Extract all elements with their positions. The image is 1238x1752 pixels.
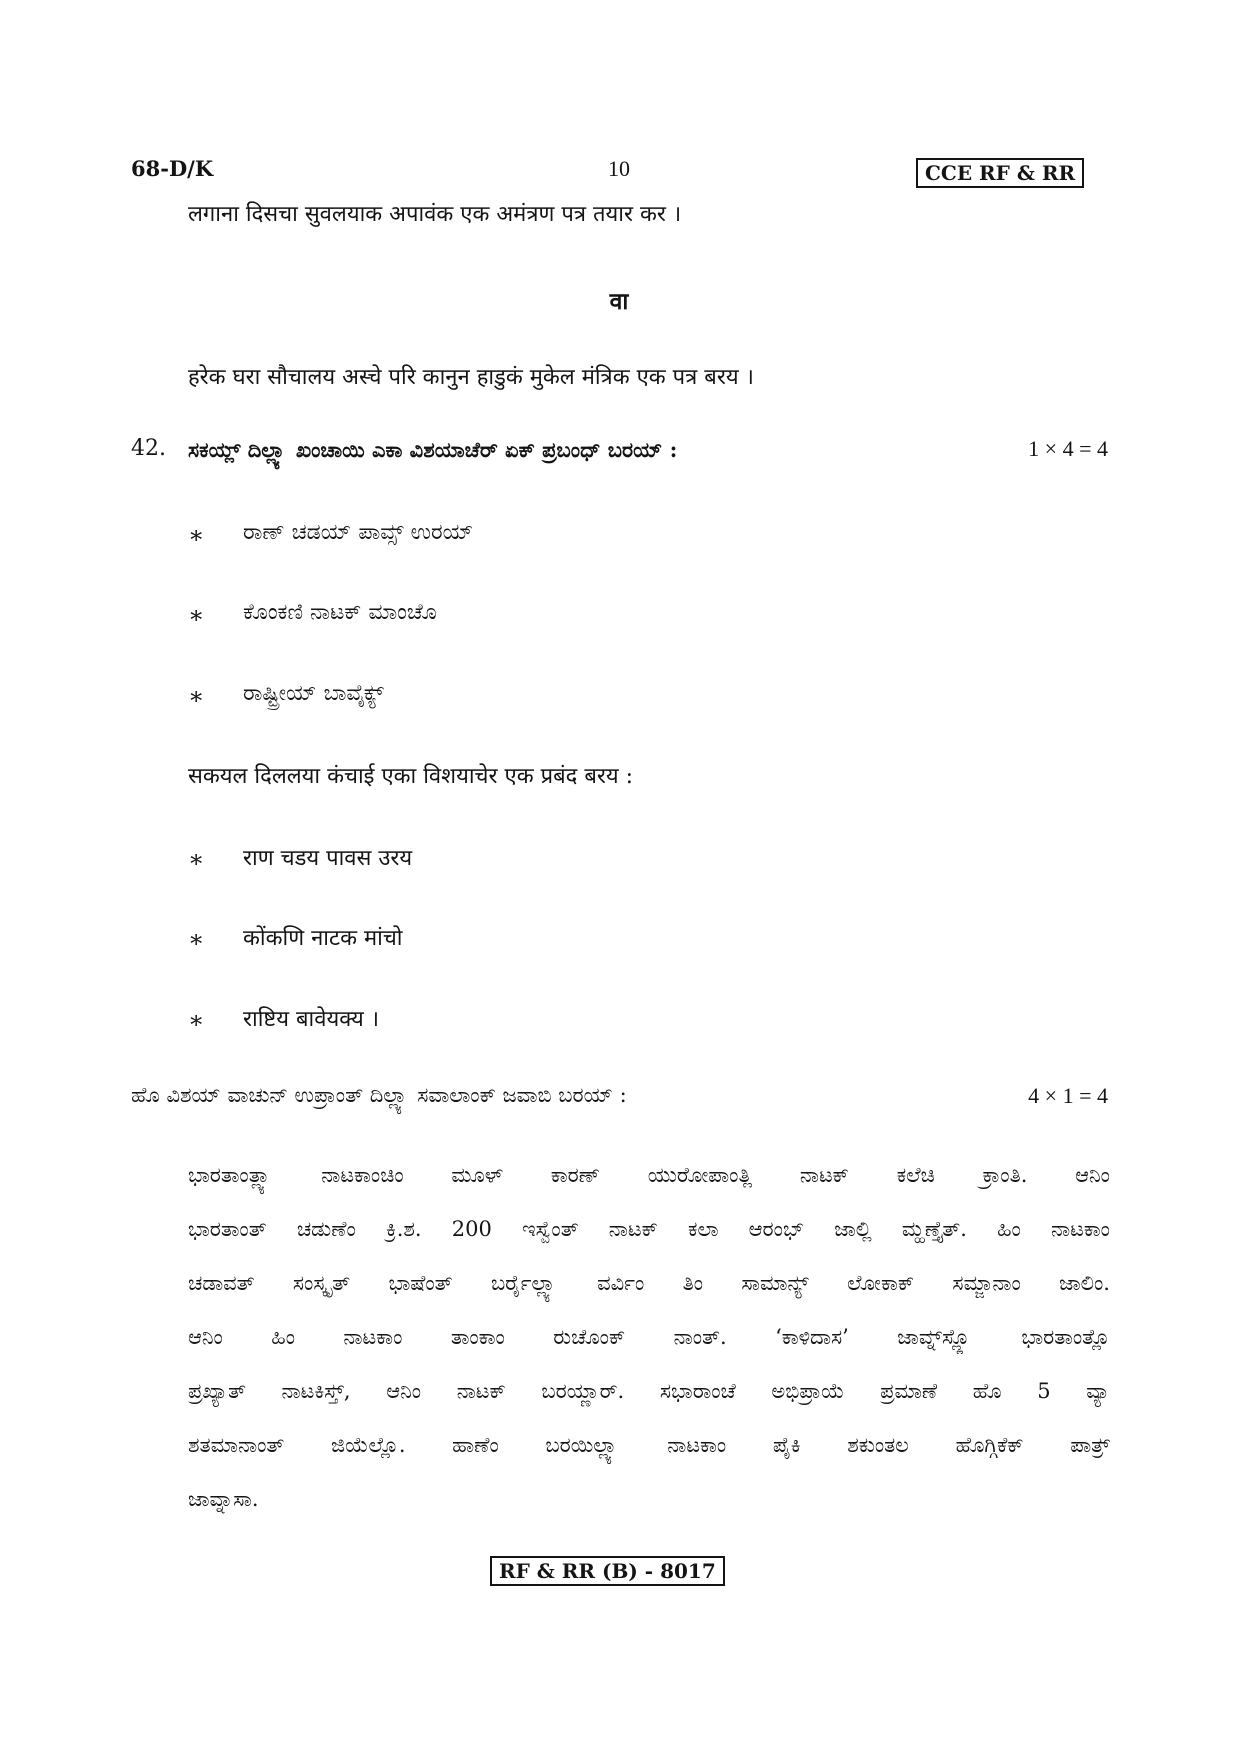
reading-marks: 4 × 1 = 4 [1028,1083,1108,1108]
kannada-option: ರಾಷ್ಟ್ರೀಯ್ ಬಾವೈಕ್ಯ್ [243,681,384,706]
devanagari-option: कोंकणि नाटक मांचो [243,926,403,951]
devanagari-option: राष्टिय बावेयक्य । [243,1007,380,1032]
paragraph-line: ಭಾರತಾಂತ್ ಚಡುಣೆಂ ಕ್ರಿ.ಶ. 200 ಇಸ್ವೆಂತ್ ನಾಟಕ್ ಕಲಾ ಆರಂಭ್ ಜಾಲ್ಲಿ ಮ್ಹಣ್ತೈತ್. ಹಿಂ ನಾಟಕಾಂ [188,1217,1110,1241]
bullet-icon: ∗ [188,682,205,710]
question-number: 42. [131,436,166,461]
paragraph-line: ಆನಿಂ ಹಿಂ ನಾಟಕಾಂ ತಾಂಕಾಂ ರುಚೊಂಕ್ ನಾಂತ್. ‘ಕಾಳಿದಾಸ’ ಜಾವ್ನ್‌ಸ್ಲ್ಲೊ ಭಾರತಾಂತ್ಲೊ [188,1325,1110,1349]
paper-code: 68-D/K [131,156,214,181]
page-number: 10 [608,156,630,181]
bullet-icon: ∗ [188,1006,205,1034]
kannada-option: ರಾಣ್ ಚಡಯ್ ಪಾವ್ಸ್ ಉರಯ್ [243,520,474,545]
paragraph-line: ಪ್ರಖ್ಯಾತ್ ನಾಟಕಿಸ್ತ್, ಆನಿಂ ನಾಟಕ್ ಬರಯ್ಣಾರ್. ಸಭಾರಾಂಚೆ ಅಭಿಪ್ರಾಯೆ ಪ್ರಮಾಣೆ ಹೊ 5 ವ್ಯಾ [188,1379,1110,1403]
paragraph-line: ಜಾವ್ನಾಸಾ. [188,1487,259,1511]
devanagari-option: राण चडय पावस उरय [243,846,413,871]
bullet-icon: ∗ [188,925,205,953]
paragraph-line: ಚಡಾವತ್ ಸಂಸ್ಕೃತ್ ಭಾಷೆಂತ್ ಬರ್ರೈಲ್ಲ್ಯಾ ವರ್ವಿಂ ತಿಂ ಸಾಮಾನ್ಯ್ ಲೋಕಾಕ್ ಸಮ್ಜಾನಾಂ ಜಾಲಿಂ. [188,1271,1110,1295]
question-text: ಸಕಯ್ಲ್ ದಿಲ್ಲ್ಯಾ ಖಂಚಾಯಿ ಎಕಾ ವಿಶಯಾಚೆರ್ ಏಕ್ ಪ್ರಬಂಧ್ ಬರಯ್ : [188,437,678,462]
top-line: लगाना दिसचा सुवलयाक अपावंक एक अमंत्रण पत्र तयार कर । [188,202,682,227]
or-separator: वा [609,288,629,315]
bullet-icon: ∗ [188,845,205,873]
devanagari-prompt: सकयल दिललया कंचाई एका विशयाचेर एक प्रबंद बरय : [188,764,634,789]
question-marks: 1 × 4 = 4 [1028,436,1108,461]
alternate-question: हरेक घरा सौचालय अस्चे परि कानुन हाडुकं मुकेल मंत्रिक एक पत्र बरय । [188,365,754,390]
footer-code-badge: RF & RR (B) - 8017 [490,1556,725,1586]
series-badge: CCE RF & RR [916,158,1084,188]
reading-paragraph [188,1148,1110,1526]
bullet-icon: ∗ [188,521,205,549]
kannada-option: ಕೊಂಕಣಿ ನಾಟಕ್ ಮಾಂಚೊ [243,600,437,625]
paragraph-line: ಭಾರತಾಂತ್ಲ್ಯಾ ನಾಟಕಾಂಚಿಂ ಮೂಳ್ ಕಾರಣ್ ಯುರೋಪಾಂತ್ಲಿ ನಾಟಕ್ ಕಲೆಚಿ ಕ್ರಾಂತಿ. ಆನಿಂ [188,1163,1110,1187]
bullet-icon: ∗ [188,601,205,629]
reading-instruction: ಹೊ ವಿಶಯ್ ವಾಚುನ್ ಉಪ್ರಾಂತ್ ದಿಲ್ಲ್ಯಾ ಸವಾಲಾಂಕ್ ಜವಾಬಿ ಬರಯ್ : [131,1083,627,1107]
paragraph-line: ಶತಮಾನಾಂತ್ ಜಿಯೆಲ್ಲೊ. ಹಾಣೆಂ ಬರಯಿಲ್ಲ್ಯಾ ನಾಟಕಾಂ ಪೈಕಿ ಶಕುಂತಲ ಹೊಗ್ಗಿಕೆಕ್ ಪಾತ್ರ್ [188,1433,1110,1457]
